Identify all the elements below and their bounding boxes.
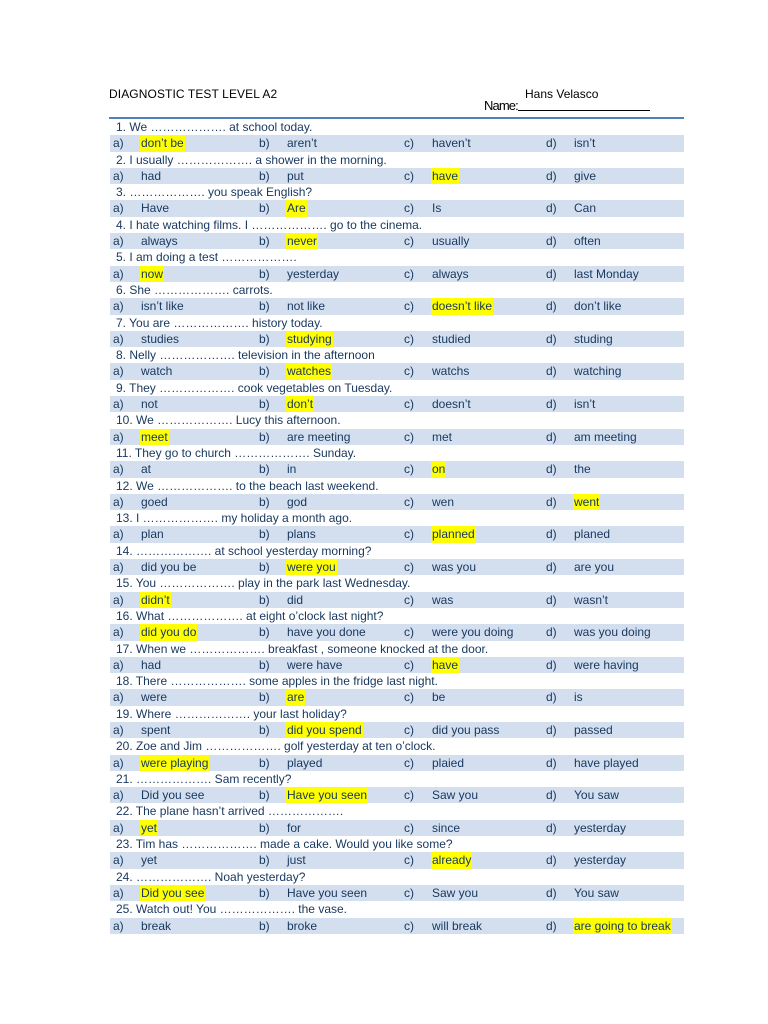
option-text: were having bbox=[574, 657, 639, 672]
option-letter: a) bbox=[113, 299, 124, 314]
option-text: wen bbox=[432, 494, 455, 509]
option-letter: a) bbox=[113, 462, 124, 477]
option-text: am meeting bbox=[574, 429, 637, 444]
highlighted-answer: were you bbox=[287, 560, 336, 575]
option-letter: c) bbox=[404, 397, 414, 412]
option-letter: d) bbox=[546, 625, 557, 640]
option-letter: d) bbox=[546, 397, 557, 412]
highlighted-answer: don’t bbox=[287, 397, 314, 412]
option-letter: b) bbox=[259, 364, 270, 379]
options-row bbox=[110, 266, 684, 282]
option-letter: c) bbox=[404, 722, 414, 737]
option-letter: c) bbox=[404, 234, 414, 249]
question-text: 13. I ………………. my holiday a month ago. bbox=[116, 511, 353, 526]
option-text: Saw you bbox=[432, 885, 479, 900]
option-text: studies bbox=[141, 331, 180, 346]
option-letter: d) bbox=[546, 494, 557, 509]
option-letter: d) bbox=[546, 136, 557, 151]
option-text: passed bbox=[574, 722, 613, 737]
question-text: 23. Tim has ………………. made a cake. Would you like some? bbox=[116, 837, 453, 852]
option-letter: a) bbox=[113, 918, 124, 933]
question-text: 9. They ………………. cook vegetables on Tuesday. bbox=[116, 380, 393, 395]
option-letter: a) bbox=[113, 234, 124, 249]
question-text: 11. They go to church ………………. Sunday. bbox=[116, 445, 357, 460]
option-text: at bbox=[141, 462, 152, 477]
option-text: Have you seen bbox=[287, 885, 368, 900]
option-text: doesn’t bbox=[432, 397, 471, 412]
option-text: just bbox=[287, 853, 306, 868]
question-text: 7. You are ………………. history today. bbox=[116, 315, 323, 330]
question-text: 19. Where ………………. your last holiday? bbox=[116, 706, 347, 721]
question-text: 12. We ………………. to the beach last weekend. bbox=[116, 478, 379, 493]
question-text: 16. What ………………. at eight o’clock last night? bbox=[116, 608, 384, 623]
option-text: did you pass bbox=[432, 722, 500, 737]
option-text: were you doing bbox=[432, 625, 514, 640]
option-letter: c) bbox=[404, 527, 414, 542]
test-title: DIAGNOSTIC TEST LEVEL A2 bbox=[109, 87, 278, 101]
option-letter: d) bbox=[546, 299, 557, 314]
option-text: will break bbox=[432, 918, 483, 933]
option-letter: a) bbox=[113, 266, 124, 281]
option-text: studied bbox=[432, 331, 471, 346]
option-letter: c) bbox=[404, 429, 414, 444]
option-letter: a) bbox=[113, 722, 124, 737]
options-row bbox=[110, 722, 684, 738]
option-letter: b) bbox=[259, 234, 270, 249]
option-text: god bbox=[287, 494, 308, 509]
option-text: usually bbox=[432, 234, 470, 249]
option-letter: c) bbox=[404, 788, 414, 803]
option-text: isn’t bbox=[574, 397, 596, 412]
highlighted-answer: planned bbox=[432, 527, 475, 542]
option-letter: a) bbox=[113, 331, 124, 346]
option-letter: a) bbox=[113, 136, 124, 151]
option-letter: a) bbox=[113, 755, 124, 770]
options-row bbox=[110, 200, 684, 216]
option-letter: b) bbox=[259, 657, 270, 672]
option-text: met bbox=[432, 429, 453, 444]
option-text: last Monday bbox=[574, 266, 639, 281]
options-row bbox=[110, 755, 684, 771]
option-letter: b) bbox=[259, 853, 270, 868]
option-letter: d) bbox=[546, 690, 557, 705]
option-letter: a) bbox=[113, 788, 124, 803]
highlighted-answer: Are bbox=[287, 201, 306, 216]
option-text: be bbox=[432, 690, 446, 705]
option-letter: c) bbox=[404, 364, 414, 379]
option-text: the bbox=[574, 462, 591, 477]
question-row bbox=[110, 543, 684, 559]
option-letter: b) bbox=[259, 788, 270, 803]
question-text: 2. I usually ………………. a shower in the morning. bbox=[116, 152, 387, 167]
option-letter: d) bbox=[546, 788, 557, 803]
option-text: not like bbox=[287, 299, 326, 314]
options-row bbox=[110, 559, 684, 575]
option-letter: b) bbox=[259, 592, 270, 607]
question-text: 6. She ………………. carrots. bbox=[116, 282, 273, 297]
option-text: give bbox=[574, 168, 597, 183]
highlighted-answer: on bbox=[432, 462, 446, 477]
option-text: plan bbox=[141, 527, 164, 542]
option-text: wasn’t bbox=[574, 592, 609, 607]
question-row bbox=[110, 673, 684, 689]
question-row bbox=[110, 738, 684, 754]
highlighted-answer: watches bbox=[287, 364, 332, 379]
question-text: 17. When we ………………. breakfast , someone knocked at the door. bbox=[116, 641, 489, 656]
option-letter: c) bbox=[404, 560, 414, 575]
question-row bbox=[110, 347, 684, 363]
option-text: played bbox=[287, 755, 323, 770]
option-text: yesterday bbox=[287, 266, 340, 281]
question-row bbox=[110, 836, 684, 852]
highlighted-answer: Have you seen bbox=[287, 788, 368, 803]
question-row bbox=[110, 380, 684, 396]
option-text: You saw bbox=[574, 788, 619, 803]
question-text: 8. Nelly ………………. television in the afternoon bbox=[116, 348, 375, 363]
option-letter: c) bbox=[404, 494, 414, 509]
name-underline bbox=[518, 110, 650, 111]
highlighted-answer: are bbox=[287, 690, 305, 705]
highlighted-answer: never bbox=[287, 234, 318, 249]
option-text: for bbox=[287, 820, 302, 835]
option-letter: b) bbox=[259, 136, 270, 151]
options-row bbox=[110, 885, 684, 901]
options-row bbox=[110, 787, 684, 803]
option-text: isn’t bbox=[574, 136, 596, 151]
option-letter: d) bbox=[546, 560, 557, 575]
question-row bbox=[110, 445, 684, 461]
question-row bbox=[110, 412, 684, 428]
option-letter: a) bbox=[113, 201, 124, 216]
option-letter: a) bbox=[113, 853, 124, 868]
option-letter: b) bbox=[259, 462, 270, 477]
question-row bbox=[110, 249, 684, 265]
question-text: 14. ………………. at school yesterday morning? bbox=[116, 543, 372, 558]
options-row bbox=[110, 135, 684, 151]
question-text: 20. Zoe and Jim ………………. golf yesterday at ten o’clock. bbox=[116, 739, 436, 754]
option-text: have you done bbox=[287, 625, 366, 640]
option-letter: b) bbox=[259, 397, 270, 412]
option-letter: b) bbox=[259, 266, 270, 281]
options-row bbox=[110, 396, 684, 412]
question-row bbox=[110, 119, 684, 135]
option-text: often bbox=[574, 234, 601, 249]
option-text: You saw bbox=[574, 885, 619, 900]
question-row bbox=[110, 510, 684, 526]
option-text: plaied bbox=[432, 755, 465, 770]
option-letter: b) bbox=[259, 429, 270, 444]
option-letter: c) bbox=[404, 625, 414, 640]
options-row bbox=[110, 461, 684, 477]
options-row bbox=[110, 689, 684, 705]
option-letter: c) bbox=[404, 885, 414, 900]
option-text: had bbox=[141, 657, 162, 672]
option-text: watchs bbox=[432, 364, 470, 379]
option-letter: b) bbox=[259, 625, 270, 640]
highlighted-answer: now bbox=[141, 266, 164, 281]
option-letter: d) bbox=[546, 657, 557, 672]
option-text: always bbox=[141, 234, 178, 249]
option-text: don’t like bbox=[574, 299, 622, 314]
option-letter: c) bbox=[404, 690, 414, 705]
option-text: were have bbox=[287, 657, 343, 672]
option-letter: b) bbox=[259, 527, 270, 542]
option-letter: b) bbox=[259, 494, 270, 509]
option-letter: b) bbox=[259, 168, 270, 183]
option-letter: c) bbox=[404, 820, 414, 835]
question-text: 4. I hate watching films. I ………………. go to the cinema. bbox=[116, 217, 423, 232]
highlighted-answer: went bbox=[574, 494, 600, 509]
options-row bbox=[110, 233, 684, 249]
name-label: Name: bbox=[484, 98, 518, 113]
question-text: 22. The plane hasn’t arrived ………………. bbox=[116, 804, 344, 819]
question-list bbox=[110, 119, 684, 934]
question-row bbox=[110, 282, 684, 298]
question-row bbox=[110, 184, 684, 200]
option-letter: a) bbox=[113, 364, 124, 379]
option-letter: b) bbox=[259, 722, 270, 737]
option-letter: a) bbox=[113, 885, 124, 900]
options-row bbox=[110, 657, 684, 673]
option-letter: d) bbox=[546, 885, 557, 900]
highlighted-answer: Did you see bbox=[141, 885, 205, 900]
question-text: 18. There ………………. some apples in the fridge last night. bbox=[116, 674, 438, 689]
option-text: did you be bbox=[141, 560, 197, 575]
option-text: Is bbox=[432, 201, 442, 216]
option-letter: c) bbox=[404, 592, 414, 607]
highlighted-answer: have bbox=[432, 168, 459, 183]
option-text: have played bbox=[574, 755, 639, 770]
options-row bbox=[110, 624, 684, 640]
question-row bbox=[110, 901, 684, 917]
option-letter: d) bbox=[546, 429, 557, 444]
highlighted-answer: have bbox=[432, 657, 459, 672]
options-row bbox=[110, 918, 684, 934]
option-letter: c) bbox=[404, 168, 414, 183]
option-text: isn’t like bbox=[141, 299, 184, 314]
option-letter: a) bbox=[113, 397, 124, 412]
question-row bbox=[110, 478, 684, 494]
question-text: 3. ………………. you speak English? bbox=[116, 185, 313, 200]
highlighted-answer: doesn’t like bbox=[432, 299, 493, 314]
option-letter: d) bbox=[546, 168, 557, 183]
option-text: plans bbox=[287, 527, 316, 542]
option-text: Saw you bbox=[432, 788, 479, 803]
option-text: is bbox=[574, 690, 583, 705]
question-row bbox=[110, 575, 684, 591]
options-row bbox=[110, 494, 684, 510]
question-text: 10. We ………………. Lucy this afternoon. bbox=[116, 413, 341, 428]
option-text: since bbox=[432, 820, 461, 835]
option-text: had bbox=[141, 168, 162, 183]
option-letter: c) bbox=[404, 462, 414, 477]
option-letter: a) bbox=[113, 560, 124, 575]
option-letter: a) bbox=[113, 820, 124, 835]
option-letter: a) bbox=[113, 625, 124, 640]
option-letter: a) bbox=[113, 690, 124, 705]
option-letter: b) bbox=[259, 201, 270, 216]
option-letter: c) bbox=[404, 299, 414, 314]
option-letter: a) bbox=[113, 494, 124, 509]
option-letter: c) bbox=[404, 755, 414, 770]
option-letter: d) bbox=[546, 364, 557, 379]
option-letter: b) bbox=[259, 755, 270, 770]
option-letter: c) bbox=[404, 201, 414, 216]
question-text: 24. ………………. Noah yesterday? bbox=[116, 869, 306, 884]
option-text: broke bbox=[287, 918, 318, 933]
option-text: planed bbox=[574, 527, 611, 542]
option-text: haven’t bbox=[432, 136, 471, 151]
highlighted-answer: did you do bbox=[141, 625, 197, 640]
option-text: were bbox=[141, 690, 168, 705]
option-letter: a) bbox=[113, 657, 124, 672]
highlighted-answer: are going to break bbox=[574, 918, 671, 933]
options-row bbox=[110, 820, 684, 836]
option-text: break bbox=[141, 918, 172, 933]
options-row bbox=[110, 429, 684, 445]
highlighted-answer: studying bbox=[287, 331, 332, 346]
option-letter: a) bbox=[113, 527, 124, 542]
question-text: 15. You ………………. play in the park last Wednesday. bbox=[116, 576, 411, 591]
option-text: goed bbox=[141, 494, 168, 509]
option-letter: b) bbox=[259, 820, 270, 835]
option-text: was you bbox=[432, 560, 477, 575]
option-letter: d) bbox=[546, 462, 557, 477]
option-text: in bbox=[287, 462, 297, 477]
option-letter: c) bbox=[404, 331, 414, 346]
option-letter: c) bbox=[404, 266, 414, 281]
option-text: aren’t bbox=[287, 136, 318, 151]
option-letter: d) bbox=[546, 527, 557, 542]
option-text: studing bbox=[574, 331, 613, 346]
option-letter: c) bbox=[404, 918, 414, 933]
option-text: was you doing bbox=[574, 625, 651, 640]
question-text: 1. We ………………. at school today. bbox=[116, 120, 313, 134]
option-text: put bbox=[287, 168, 304, 183]
question-row bbox=[110, 706, 684, 722]
option-letter: b) bbox=[259, 885, 270, 900]
question-row bbox=[110, 803, 684, 819]
option-letter: c) bbox=[404, 657, 414, 672]
highlighted-answer: did you spend bbox=[287, 722, 362, 737]
option-text: are meeting bbox=[287, 429, 351, 444]
option-letter: d) bbox=[546, 234, 557, 249]
option-letter: d) bbox=[546, 266, 557, 281]
option-letter: a) bbox=[113, 429, 124, 444]
option-letter: d) bbox=[546, 201, 557, 216]
option-letter: b) bbox=[259, 918, 270, 933]
highlighted-answer: didn’t bbox=[141, 592, 170, 607]
option-letter: d) bbox=[546, 592, 557, 607]
option-letter: b) bbox=[259, 560, 270, 575]
highlighted-answer: yet bbox=[141, 820, 158, 835]
option-letter: c) bbox=[404, 853, 414, 868]
student-name: Hans Velasco bbox=[525, 87, 599, 101]
option-text: always bbox=[432, 266, 469, 281]
option-text: watch bbox=[141, 364, 173, 379]
question-row bbox=[110, 608, 684, 624]
option-text: did bbox=[287, 592, 304, 607]
option-letter: b) bbox=[259, 331, 270, 346]
option-letter: a) bbox=[113, 592, 124, 607]
option-text: not bbox=[141, 397, 158, 412]
question-row bbox=[110, 869, 684, 885]
options-row bbox=[110, 592, 684, 608]
option-text: are you bbox=[574, 560, 615, 575]
options-row bbox=[110, 331, 684, 347]
option-text: yet bbox=[141, 853, 158, 868]
option-text: was bbox=[432, 592, 454, 607]
highlighted-answer: meet bbox=[141, 429, 168, 444]
options-row bbox=[110, 168, 684, 184]
option-letter: c) bbox=[404, 136, 414, 151]
option-letter: d) bbox=[546, 820, 557, 835]
option-text: yesterday bbox=[574, 820, 627, 835]
question-text: 25. Watch out! You ………………. the vase. bbox=[116, 902, 347, 917]
option-letter: d) bbox=[546, 918, 557, 933]
option-letter: d) bbox=[546, 755, 557, 770]
question-text: 5. I am doing a test ………………. bbox=[116, 250, 297, 265]
options-row bbox=[110, 852, 684, 868]
option-text: yesterday bbox=[574, 853, 627, 868]
option-letter: d) bbox=[546, 853, 557, 868]
option-letter: a) bbox=[113, 168, 124, 183]
question-row bbox=[110, 217, 684, 233]
question-row bbox=[110, 641, 684, 657]
option-letter: b) bbox=[259, 690, 270, 705]
highlighted-answer: already bbox=[432, 853, 472, 868]
question-row bbox=[110, 771, 684, 787]
options-row bbox=[110, 526, 684, 542]
highlighted-answer: don’t be bbox=[141, 136, 184, 151]
options-row bbox=[110, 363, 684, 379]
question-row bbox=[110, 152, 684, 168]
option-text: watching bbox=[574, 364, 622, 379]
option-letter: d) bbox=[546, 331, 557, 346]
option-letter: b) bbox=[259, 299, 270, 314]
question-row bbox=[110, 315, 684, 331]
option-text: Did you see bbox=[141, 788, 205, 803]
question-text: 21. ………………. Sam recently? bbox=[116, 771, 292, 786]
option-letter: d) bbox=[546, 722, 557, 737]
option-text: Have bbox=[141, 201, 170, 216]
option-text: spent bbox=[141, 722, 171, 737]
options-row bbox=[110, 298, 684, 314]
highlighted-answer: were playing bbox=[141, 755, 209, 770]
option-text: Can bbox=[574, 201, 597, 216]
